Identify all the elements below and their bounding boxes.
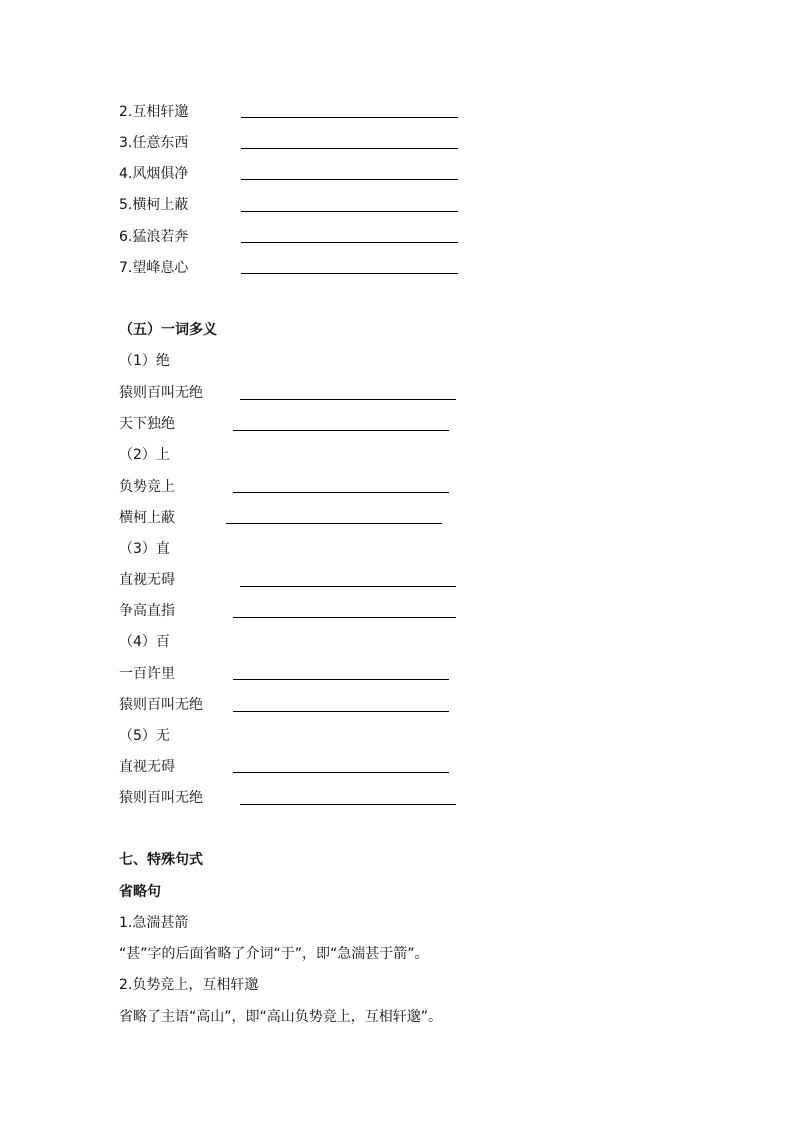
list-item: 猿则百叫无绝 (119, 697, 203, 713)
list-item: 争高直指 (119, 603, 175, 619)
answer-blank[interactable] (241, 242, 458, 243)
answer-blank[interactable] (233, 772, 449, 773)
vocab-item (119, 163, 188, 185)
answer-blank[interactable] (226, 523, 442, 524)
list-item: 天下独绝 (119, 416, 175, 432)
answer-blank[interactable] (240, 399, 456, 400)
answer-blank[interactable] (233, 430, 449, 431)
answer-blank[interactable] (233, 492, 449, 493)
subheading-ellipsis: 省略句 (119, 884, 161, 900)
example-line: 2.负势竞上，互相轩邈 (119, 977, 259, 993)
answer-blank[interactable] (233, 617, 456, 618)
answer-blank[interactable] (241, 148, 458, 149)
answer-blank[interactable] (233, 679, 449, 680)
list-item: 猿则百叫无绝 (119, 385, 203, 401)
item-text: 3.任意东西 (119, 135, 189, 151)
section-heading-special: 七、特殊句式 (119, 852, 203, 868)
answer-blank[interactable] (241, 211, 458, 212)
vocab-item (119, 194, 188, 216)
item-text: 4.风烟俱净 (119, 166, 189, 182)
group-title: （3）直 (119, 541, 170, 557)
answer-blank[interactable] (241, 179, 458, 180)
vocab-item (119, 132, 188, 154)
item-text: 5.横柯上蔽 (119, 197, 189, 213)
answer-blank[interactable] (241, 273, 458, 274)
list-item: 猿则百叫无绝 (119, 790, 203, 806)
answer-blank[interactable] (233, 711, 449, 712)
list-item: 横柯上蔽 (119, 510, 175, 526)
answer-blank[interactable] (241, 117, 458, 118)
group-title: （5）无 (119, 728, 170, 744)
section-heading-polysemy: （五）一词多义 (119, 322, 217, 338)
list-item: 一百许里 (119, 666, 175, 682)
group-title: （1）绝 (119, 353, 170, 369)
list-item: 直视无碍 (119, 759, 175, 775)
answer-blank[interactable] (240, 804, 456, 805)
explanation-line: 省略了主语“高山”，即“高山负势竞上，互相轩邈”。 (119, 1009, 443, 1025)
list-item: 直视无碍 (119, 572, 175, 588)
group-title: （2）上 (119, 447, 170, 463)
example-line: 1.急湍甚箭 (119, 915, 189, 931)
vocab-item (119, 257, 188, 279)
item-text: 2.互相轩邈 (119, 104, 189, 120)
group-title: （4）百 (119, 634, 170, 650)
vocab-item (119, 226, 188, 248)
vocab-item (119, 101, 188, 123)
answer-blank[interactable] (240, 586, 456, 587)
explanation-line: “甚”字的后面省略了介词“于”，即“急湍甚于箭”。 (119, 946, 429, 962)
list-item: 负势竞上 (119, 479, 175, 495)
item-text: 7.望峰息心 (119, 260, 189, 276)
item-text: 6.猛浪若奔 (119, 229, 189, 245)
